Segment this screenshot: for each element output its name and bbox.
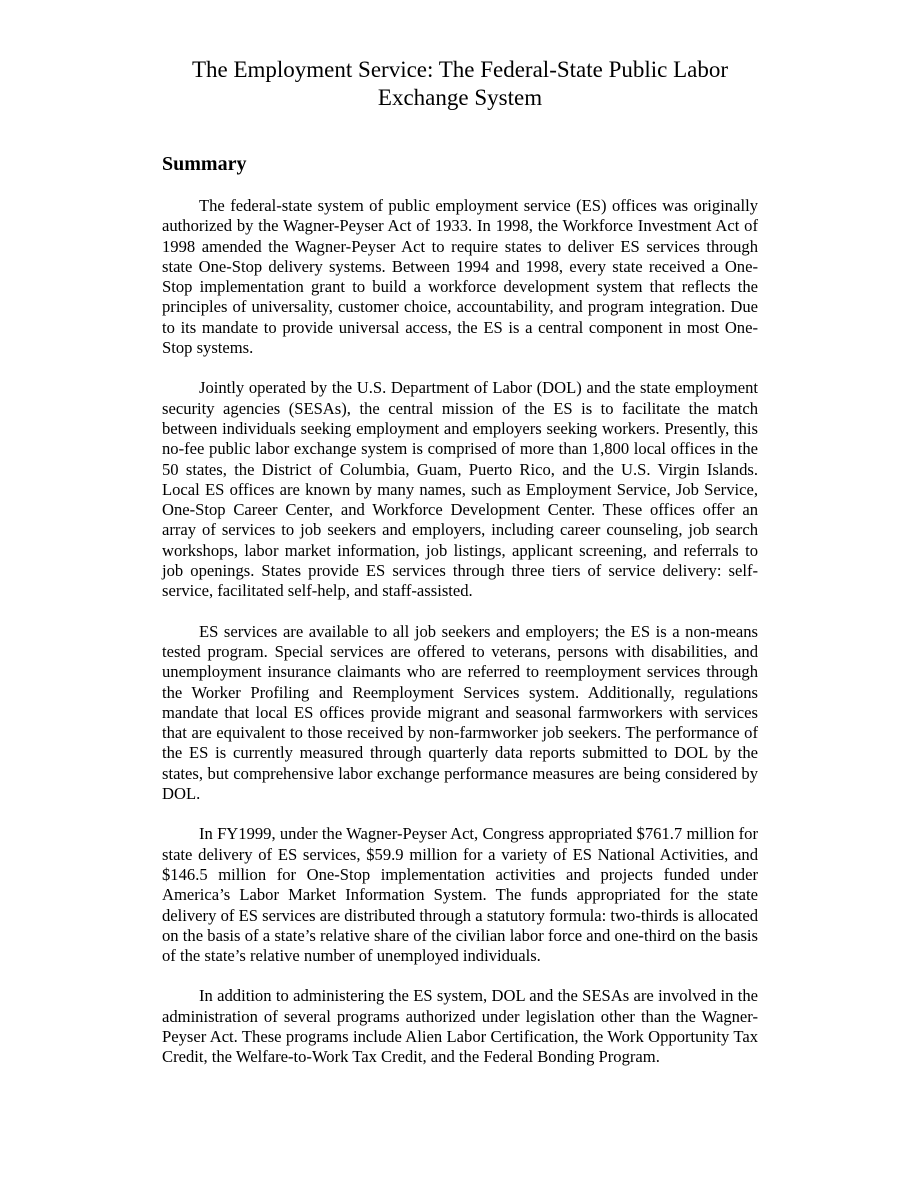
paragraph-3: ES services are available to all job seekers and employers; the ES is a non-means tested program. Special services are offered to veterans, persons with disabilities, and unemployment insurance claimants who are referred to reemployment services through the Worker Profiling and Reemployment Services system. Additionally, regulations mandate that local ES offices provide migrant and seasonal farmworkers with services that are equivalent to those received by non-farmworker job seekers. The performance of the ES is currently measured through quarterly data reports submitted to DOL by the states, but comprehensive labor exchange performance measures are being considered by DOL. — [162, 621, 758, 804]
paragraph-1: The federal-state system of public employment service (ES) offices was originally authorized by the Wagner-Peyser Act of 1933. In 1998, the Workforce Investment Act of 1998 amended the Wagner-Peyser Act to require states to deliver ES services through state One-Stop delivery systems. Between 1994 and 1998, every state received a One-Stop implementation grant to build a workforce development system that reflects the principles of universality, customer choice, accountability, and program integration. Due to its mandate to provide universal access, the ES is a central component in most One-Stop systems. — [162, 196, 758, 358]
paragraph-5: In addition to administering the ES system, DOL and the SESAs are involved in the administration of several programs authorized under legislation other than the Wagner-Peyser Act. These programs include Alien Labor Certification, the Work Opportunity Tax Credit, the Welfare-to-Work Tax Credit, and the Federal Bonding Program. — [162, 986, 758, 1067]
document-title-line-1: The Employment Service: The Federal-State Public Labor — [191, 57, 729, 82]
paragraph-2: Jointly operated by the U.S. Department of Labor (DOL) and the state employment security agencies (SESAs), the central mission of the ES is to facilitate the match between individuals seeking employment and employers seeking workers. Presently, this no-fee public labor exchange system is comprised of more than 1,800 local offices in the 50 states, the District of Columbia, Guam, Puerto Rico, and the U.S. Virgin Islands. Local ES offices are known by many names, such as Employment Service, Job Service, One-Stop Career Center, and Workforce Development Center. These offices offer an array of services to job seekers and employers, including career counseling, job search workshops, labor market information, job listings, applicant screening, and referrals to job openings. States provide ES services through three tiers of service delivery: self-service, facilitated self-help, and staff-assisted. — [162, 378, 758, 601]
section-heading: Summary — [162, 153, 247, 175]
document-title-line-2: Exchange System — [377, 85, 543, 110]
document-body — [162, 196, 758, 1088]
paragraph-4: In FY1999, under the Wagner-Peyser Act, Congress appropriated $761.7 million for state delivery of ES services, $59.9 million for a variety of ES National Activities, and $146.5 million for One-Stop implementation activities and projects funded under America’s Labor Market Information System. The funds appropriated for the state delivery of ES services are distributed through a statutory formula: two-thirds is allocated on the basis of a state’s relative share of the civilian labor force and one-third on the basis of the state’s relative number of unemployed individuals. — [162, 824, 758, 966]
document-title — [140, 56, 780, 112]
